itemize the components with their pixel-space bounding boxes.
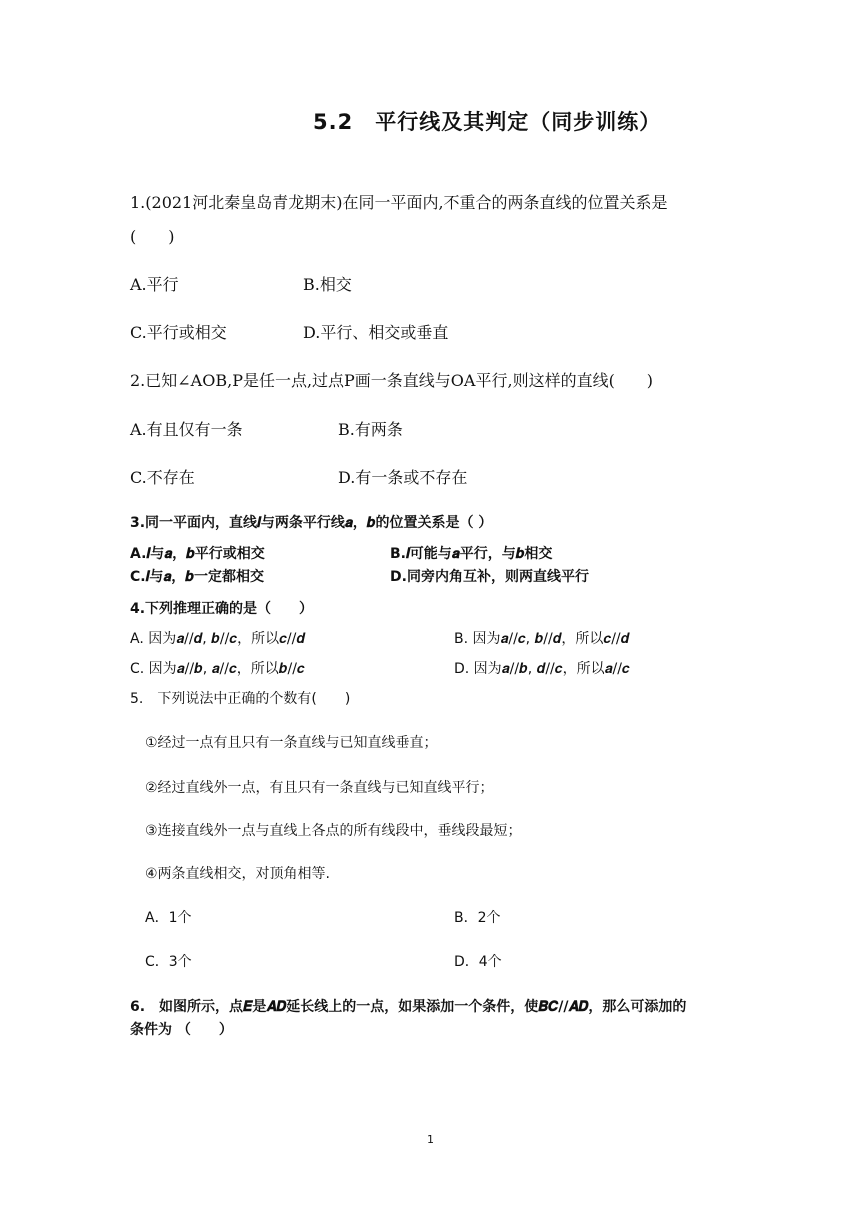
- question-4-option-d: D. 因为𝒂//𝒃, 𝒅//𝒄，所以𝒂//𝒄: [454, 661, 630, 677]
- question-2-option-c: C.不存在: [130, 468, 195, 487]
- question-5-option-a: A．1个: [145, 910, 192, 926]
- question-5-statement-2: ②经过直线外一点，有且只有一条直线与已知直线平行；: [145, 780, 494, 796]
- question-5-stem: 5. 下列说法中正确的个数有( ): [130, 691, 351, 707]
- question-3-option-c: C.𝒍与𝒂，𝒃一定都相交: [130, 569, 264, 585]
- question-3-option-d: D.同旁内角互补，则两直线平行: [390, 569, 589, 585]
- question-6-stem-line-2: 条件为 （ ）: [130, 1022, 233, 1038]
- question-1-option-b: B.相交: [303, 275, 352, 294]
- question-5-statement-4: ④两条直线相交，对顶角相等.: [145, 866, 331, 882]
- page-title: 5.2 平行线及其判定（同步训练）: [313, 110, 662, 134]
- question-2-option-a: A.有且仅有一条: [130, 420, 243, 439]
- question-4-option-c: C. 因为𝒂//𝒃, 𝒂//𝒄，所以𝒃//𝒄: [130, 661, 305, 677]
- question-2-option-b: B.有两条: [338, 420, 403, 439]
- question-5-option-d: D．4个: [454, 954, 502, 970]
- question-4-option-a: A. 因为𝒂//𝒅, 𝒃//𝒄，所以𝒄//𝒅: [130, 631, 306, 647]
- page-number: 1: [427, 1133, 434, 1146]
- question-1-option-a: A.平行: [130, 275, 179, 294]
- question-1-option-c: C.平行或相交: [130, 323, 227, 342]
- question-5-option-c: C．3个: [145, 954, 192, 970]
- question-5-statement-3: ③连接直线外一点与直线上各点的所有线段中，垂线段最短；: [145, 823, 522, 839]
- question-4-option-b: B. 因为𝒂//𝒄, 𝒃//𝒅，所以𝒄//𝒅: [454, 631, 630, 647]
- question-5-option-b: B．2个: [454, 910, 501, 926]
- question-3-option-a: A.𝒍与𝒂，𝒃平行或相交: [130, 546, 265, 562]
- question-1-paren: ( ): [130, 227, 175, 246]
- question-6-stem-line-1: 6. 如图所示，点𝑬是𝑨𝑫延长线上的一点，如果添加一个条件，使𝑩𝑪//𝑨𝑫，那么可添加的: [130, 999, 687, 1015]
- question-3-stem: 3.同一平面内，直线𝒍与两条平行线𝒂，𝒃的位置关系是（ ）: [130, 515, 493, 531]
- question-3-option-b: B.𝒍可能与𝒂平行，与𝒃相交: [390, 546, 553, 562]
- question-4-stem: 4.下列推理正确的是（ ）: [130, 601, 314, 617]
- question-2-stem: 2.已知∠AOB,P是任一点,过点P画一条直线与OA平行,则这样的直线( ): [130, 371, 654, 390]
- question-1-stem: 1.(2021河北秦皇岛青龙期末)在同一平面内,不重合的两条直线的位置关系是: [130, 193, 668, 212]
- question-5-statement-1: ①经过一点有且只有一条直线与已知直线垂直；: [145, 735, 438, 751]
- question-1-option-d: D.平行、相交或垂直: [303, 323, 449, 342]
- question-2-option-d: D.有一条或不存在: [338, 468, 468, 487]
